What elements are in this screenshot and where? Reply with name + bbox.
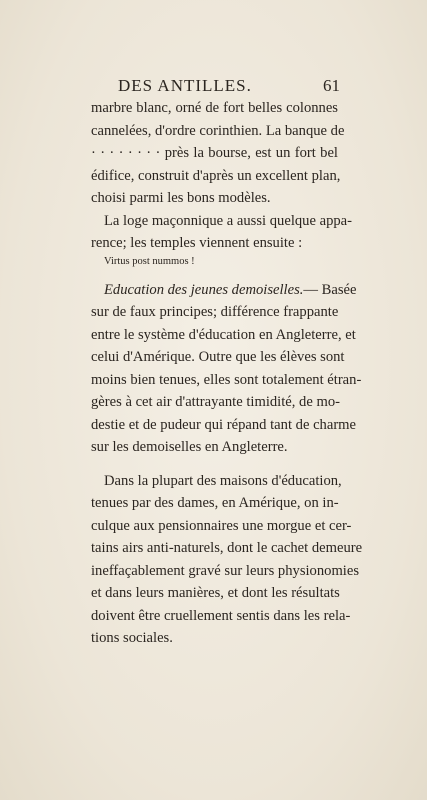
paragraph-schools xyxy=(91,470,363,650)
text-line: rence; les temples viennent ensuite : xyxy=(91,235,303,251)
paragraph-education xyxy=(91,279,362,459)
text-line: moins bien tenues, elles sont totalement étran- xyxy=(91,371,362,388)
text-line: tenues par des dames, en Amérique, on in- xyxy=(91,495,339,511)
text-line: doivent être cruellement sentis dans les rela- xyxy=(91,607,351,624)
text-line: édifice, construit d'après un excellent plan, xyxy=(91,167,341,184)
paragraph-bank xyxy=(91,97,345,210)
text-line: tions sociales. xyxy=(91,630,173,646)
text-line: cannelées, d'ordre corinthien. La banque de xyxy=(91,122,345,139)
motto-quote: Virtus post nummos ! xyxy=(104,255,195,267)
heading-continuation: — Basée xyxy=(303,281,357,298)
page-header xyxy=(90,76,340,96)
text-line: · · · · · · · · près la bourse, est un fort bel xyxy=(91,145,338,161)
text-line: La loge maçonnique a aussi quelque appa- xyxy=(104,212,353,229)
text-line: tains airs anti-naturels, dont le cachet demeure xyxy=(91,540,363,556)
text-line xyxy=(91,279,357,302)
page-body xyxy=(91,97,363,650)
text-line: culque aux pensionnaires une morgue et cer- xyxy=(91,517,352,534)
paragraph-lodge xyxy=(91,210,353,255)
text-line: marbre blanc, orné de fort belles colonnes xyxy=(91,100,338,116)
paragraph-spacer xyxy=(91,459,338,470)
text-line: entre le système d'éducation en Angleterre, et xyxy=(91,326,356,343)
running-head: DES ANTILLES. xyxy=(118,76,252,95)
text-line: celui d'Amérique. Outre que les élèves sont xyxy=(91,349,345,365)
text-line: et dans leurs manières, et dont les résultats xyxy=(91,585,340,601)
text-line: Dans la plupart des maisons d'éducation, xyxy=(104,472,342,489)
text-line: ineffaçablement gravé sur leurs physionomies xyxy=(91,562,360,579)
text-line: sur les demoiselles en Angleterre. xyxy=(91,439,288,455)
text-line: sur de faux principes; différence frappante xyxy=(91,304,339,320)
section-heading: Education des jeunes demoiselles. xyxy=(104,281,304,298)
page-number: 61 xyxy=(323,76,340,95)
text-line: destie et de pudeur qui répand tant de charme xyxy=(91,416,357,433)
text-line: gères à cet air d'attrayante timidité, de mo- xyxy=(91,394,340,410)
text-line: choisi parmi les bons modèles. xyxy=(91,190,271,206)
